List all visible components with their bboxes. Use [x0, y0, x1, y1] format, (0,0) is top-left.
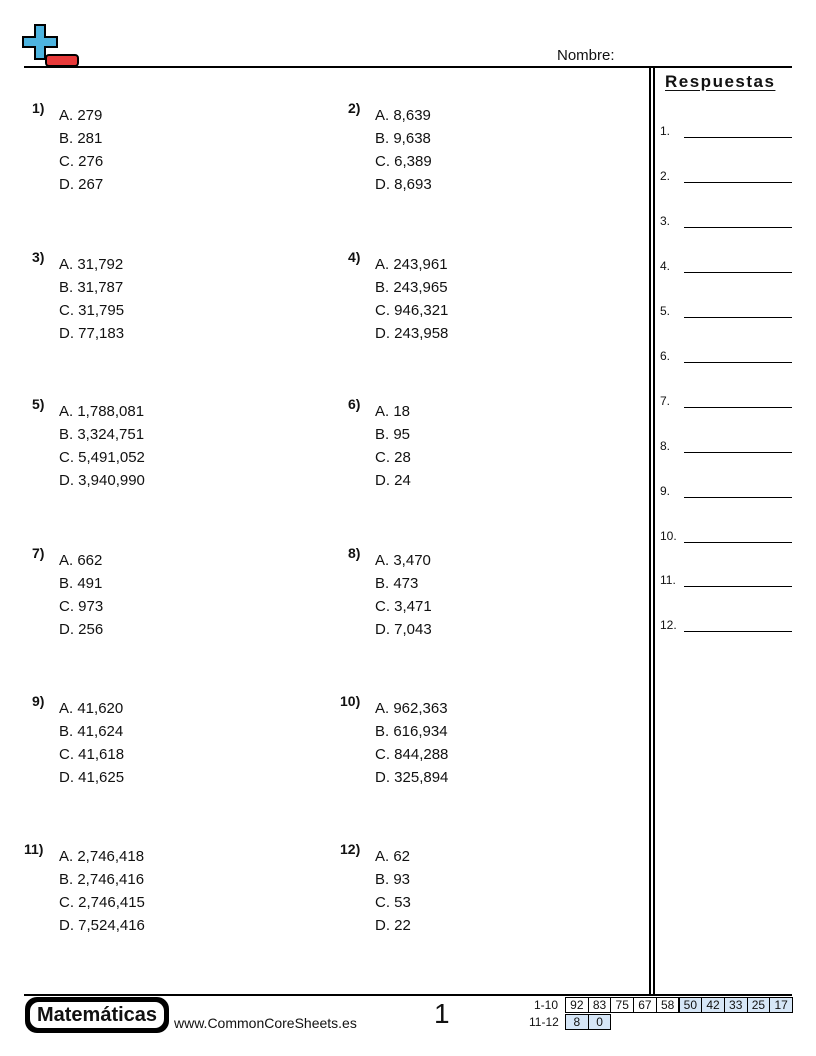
answer-option: D. 267 [59, 176, 104, 193]
answer-option: B. 9,638 [375, 130, 431, 147]
answer-number: 10. [660, 529, 677, 543]
score-cell: 67 [633, 997, 657, 1013]
answer-number: 2. [660, 169, 671, 183]
score-cell: 25 [747, 997, 771, 1013]
score-cell: 75 [610, 997, 634, 1013]
score-row-label: 1-10 [534, 998, 559, 1012]
answer-blank[interactable] [684, 631, 792, 632]
answer-option: C. 28 [375, 449, 411, 466]
answer-blank[interactable] [684, 407, 792, 408]
answer-option: D. 7,524,416 [59, 917, 145, 934]
problem-number: 2) [348, 100, 361, 116]
brand-badge [25, 997, 169, 1033]
score-cell: 58 [656, 997, 680, 1013]
problem-number: 10) [340, 693, 361, 709]
problem-number: 11) [24, 841, 44, 857]
answer-option: D. 41,625 [59, 769, 125, 786]
answer-option: C. 31,795 [59, 302, 125, 319]
problem-number: 9) [32, 693, 45, 709]
answer-option: D. 8,693 [375, 176, 432, 193]
score-cell: 33 [724, 997, 748, 1013]
answer-blank[interactable] [684, 272, 792, 273]
answer-number: 7. [660, 394, 671, 408]
answer-option: D. 22 [375, 917, 411, 934]
answer-option: B. 95 [375, 426, 411, 443]
score-row-label: 11-12 [529, 1015, 559, 1029]
score-cell: 83 [588, 997, 612, 1013]
answer-blank[interactable] [684, 227, 792, 228]
brand-label: Matemáticas [30, 1002, 164, 1028]
answer-number: 11. [660, 573, 676, 587]
footer-divider [24, 994, 792, 996]
answer-number: 1. [660, 124, 671, 138]
answer-option: D. 77,183 [59, 325, 125, 342]
answer-row [660, 304, 792, 324]
answer-option: D. 325,894 [375, 769, 449, 786]
answer-option: B. 3,324,751 [59, 426, 145, 443]
answer-row [660, 169, 792, 189]
answer-option: A. 279 [59, 107, 103, 124]
answer-option: A. 3,470 [375, 552, 431, 569]
answer-number: 12. [660, 618, 677, 632]
answer-option: B. 281 [59, 130, 103, 147]
answer-blank[interactable] [684, 362, 792, 363]
score-cell: 50 [679, 997, 703, 1013]
answer-option: C. 946,321 [375, 302, 449, 319]
answer-option: B. 93 [375, 871, 411, 888]
answer-row [660, 618, 792, 638]
score-cell: 92 [565, 997, 589, 1013]
answer-number: 3. [660, 214, 671, 228]
answer-option: D. 256 [59, 621, 104, 638]
answer-number: 4. [660, 259, 671, 273]
answer-blank[interactable] [684, 497, 792, 498]
score-cell: 17 [769, 997, 793, 1013]
page-number: 1 [434, 998, 450, 1029]
score-cell: 0 [588, 1014, 612, 1030]
answer-row [660, 484, 792, 504]
answer-option: B. 491 [59, 575, 103, 592]
problem-number: 3) [32, 249, 45, 265]
answer-option: D. 3,940,990 [59, 472, 145, 489]
answer-option: B. 31,787 [59, 279, 124, 296]
answer-option: A. 31,792 [59, 256, 124, 273]
answer-blank[interactable] [684, 182, 792, 183]
answer-option: A. 62 [375, 848, 411, 865]
answer-option: A. 662 [59, 552, 103, 569]
answer-blank[interactable] [684, 137, 792, 138]
problem-number: 8) [348, 545, 361, 561]
answer-option: C. 2,746,415 [59, 894, 145, 911]
answer-blank[interactable] [684, 586, 792, 587]
answer-option: A. 41,620 [59, 700, 124, 717]
website-text: www.CommonCoreSheets.es [174, 1015, 357, 1031]
header-divider [24, 66, 792, 68]
answer-option: C. 3,471 [375, 598, 432, 615]
problem-number: 12) [340, 841, 361, 857]
answer-row [660, 124, 792, 144]
answer-row [660, 529, 792, 549]
problem-number: 1) [32, 100, 45, 116]
answer-number: 8. [660, 439, 671, 453]
answer-option: C. 276 [59, 153, 104, 170]
answer-option: D. 7,043 [375, 621, 432, 638]
answer-option: B. 473 [375, 575, 419, 592]
answer-column-divider-left [649, 67, 651, 995]
answer-option: D. 243,958 [375, 325, 449, 342]
answer-option: B. 2,746,416 [59, 871, 145, 888]
name-label: Nombre: [557, 47, 615, 64]
answer-option: A. 1,788,081 [59, 403, 145, 420]
answer-row [660, 259, 792, 279]
answer-option: B. 616,934 [375, 723, 448, 740]
problem-number: 6) [348, 396, 361, 412]
answer-row [660, 394, 792, 414]
problem-number: 7) [32, 545, 45, 561]
answer-blank[interactable] [684, 542, 792, 543]
plus-minus-logo-icon [22, 22, 80, 70]
answer-option: A. 243,961 [375, 256, 448, 273]
answer-option: C. 844,288 [375, 746, 449, 763]
answer-number: 5. [660, 304, 671, 318]
answer-option: C. 973 [59, 598, 104, 615]
answer-blank[interactable] [684, 317, 792, 318]
answer-option: A. 8,639 [375, 107, 431, 124]
answer-blank[interactable] [684, 452, 792, 453]
answer-option: C. 53 [375, 894, 411, 911]
answer-option: C. 5,491,052 [59, 449, 145, 466]
answer-number: 6. [660, 349, 671, 363]
answer-row [660, 214, 792, 234]
answer-option: C. 6,389 [375, 153, 432, 170]
answer-option: D. 24 [375, 472, 411, 489]
answer-row [660, 349, 792, 369]
answer-row [660, 573, 792, 593]
score-cell: 42 [701, 997, 725, 1013]
answer-option: C. 41,618 [59, 746, 125, 763]
answers-title: Respuestas [665, 72, 776, 91]
answer-option: A. 962,363 [375, 700, 448, 717]
answer-option: B. 41,624 [59, 723, 124, 740]
problem-number: 5) [32, 396, 45, 412]
answer-column-divider-right [653, 67, 655, 995]
answer-option: B. 243,965 [375, 279, 448, 296]
answer-number: 9. [660, 484, 671, 498]
answer-option: A. 18 [375, 403, 411, 420]
problem-number: 4) [348, 249, 361, 265]
answer-option: A. 2,746,418 [59, 848, 145, 865]
answer-row [660, 439, 792, 459]
score-cell: 8 [565, 1014, 589, 1030]
